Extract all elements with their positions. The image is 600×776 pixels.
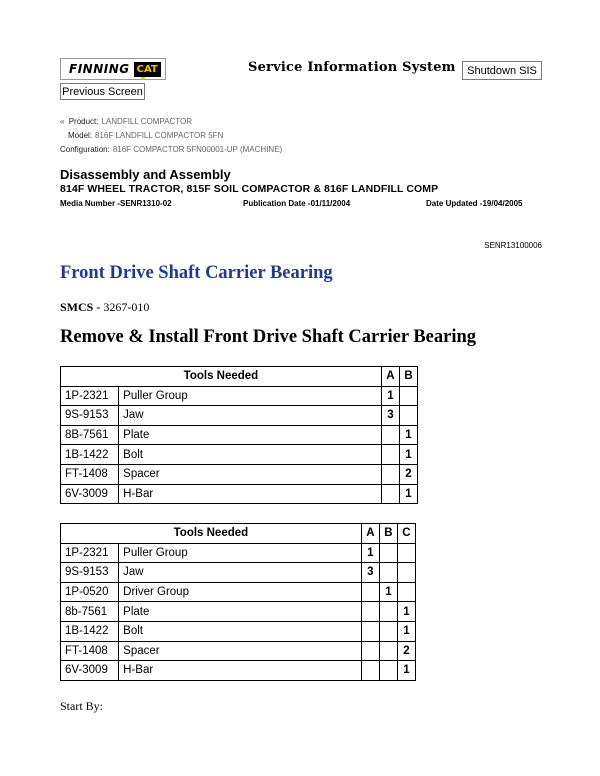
part-number: 1P-2321	[61, 543, 119, 563]
qty-a	[381, 425, 399, 445]
breadcrumb-product-key: Product:	[68, 117, 99, 126]
table-row	[61, 602, 416, 622]
table-row	[61, 641, 416, 661]
shutdown-sis-button[interactable]: Shutdown SIS	[462, 61, 542, 80]
tools-table-2	[60, 523, 416, 681]
app-title: Service Information System	[248, 60, 456, 75]
smcs-code	[60, 300, 149, 315]
document-category: Disassembly and Assembly	[60, 167, 231, 182]
qty-a	[361, 661, 379, 681]
part-description: Puller Group	[119, 386, 382, 406]
qty-c: 1	[397, 621, 415, 641]
qty-c: 2	[397, 641, 415, 661]
qty-b	[399, 386, 417, 406]
qty-b	[379, 543, 397, 563]
breadcrumb-model-value: 816F LANDFILL COMPACTOR 5FN	[95, 131, 224, 140]
qty-c: 1	[397, 602, 415, 622]
qty-b	[399, 406, 417, 426]
part-number: 1B-1422	[61, 621, 119, 641]
breadcrumb-model	[60, 129, 282, 143]
qty-b	[379, 641, 397, 661]
start-by-label: Start By:	[60, 699, 104, 713]
table-header-row	[61, 524, 416, 544]
part-description: Jaw	[119, 406, 382, 426]
part-number: 1B-1422	[61, 445, 119, 465]
table-row	[61, 582, 416, 602]
qty-b	[379, 602, 397, 622]
qty-b: 1	[399, 484, 417, 504]
part-description: H-Bar	[119, 661, 362, 681]
part-description: Spacer	[119, 464, 382, 484]
publication-date: Publication Date -01/11/2004	[243, 199, 351, 208]
smcs-label: SMCS -	[60, 300, 101, 314]
date-updated: Date Updated -19/04/2005	[426, 199, 523, 208]
part-description: Bolt	[119, 445, 382, 465]
qty-c	[397, 582, 415, 602]
table-row	[61, 445, 418, 465]
qty-a: 1	[381, 386, 399, 406]
part-number: 1P-2321	[61, 386, 119, 406]
column-b-header: B	[379, 524, 397, 544]
part-number: 1P-0520	[61, 582, 119, 602]
table-row	[61, 464, 418, 484]
column-c-header: C	[397, 524, 415, 544]
double-chevron-left-icon: «	[60, 117, 65, 126]
qty-a	[381, 445, 399, 465]
qty-a	[361, 582, 379, 602]
column-a-header: A	[361, 524, 379, 544]
part-number: 9S-9153	[61, 563, 119, 583]
column-b-header: B	[399, 367, 417, 387]
previous-screen-button[interactable]: Previous Screen	[60, 83, 145, 100]
logo-finning-text: FINNING	[69, 62, 130, 76]
part-number: FT-1408	[61, 641, 119, 661]
breadcrumb-model-key: Model:	[68, 131, 93, 140]
part-number: 6V-3009	[61, 661, 119, 681]
table-row	[61, 621, 416, 641]
table-row	[61, 543, 416, 563]
qty-b: 2	[399, 464, 417, 484]
part-description: Bolt	[119, 621, 362, 641]
breadcrumb	[60, 115, 282, 157]
qty-a: 1	[361, 543, 379, 563]
part-description: Jaw	[119, 563, 362, 583]
qty-a	[381, 484, 399, 504]
page-title: Front Drive Shaft Carrier Bearing	[60, 263, 333, 283]
part-number: 8b-7561	[61, 602, 119, 622]
tools-needed-header: Tools Needed	[61, 524, 362, 544]
part-description: H-Bar	[119, 484, 382, 504]
qty-b: 1	[399, 425, 417, 445]
table-row	[61, 563, 416, 583]
smcs-value: 3267-010	[100, 300, 150, 314]
qty-b: 1	[399, 445, 417, 465]
tools-needed-header: Tools Needed	[61, 367, 382, 387]
table-row	[61, 406, 418, 426]
part-description: Plate	[119, 602, 362, 622]
table-row	[61, 661, 416, 681]
section-title: Remove & Install Front Drive Shaft Carrier Bearing	[60, 327, 477, 347]
document-id: SENR13100006	[484, 241, 542, 250]
part-number: 6V-3009	[61, 484, 119, 504]
qty-a	[361, 621, 379, 641]
part-description: Driver Group	[119, 582, 362, 602]
breadcrumb-configuration	[60, 143, 282, 157]
qty-a	[361, 641, 379, 661]
part-description: Spacer	[119, 641, 362, 661]
qty-b: 1	[379, 582, 397, 602]
breadcrumb-product-value[interactable]: LANDFILL COMPACTOR	[101, 117, 193, 126]
media-number: Media Number -SENR1310-02	[60, 199, 172, 208]
column-a-header: A	[381, 367, 399, 387]
breadcrumb-config-value: 816F COMPACTOR 5FN00001-UP (MACHINE)	[112, 145, 283, 154]
qty-c	[397, 543, 415, 563]
breadcrumb-product[interactable]	[60, 115, 282, 129]
part-number: 8B-7561	[61, 425, 119, 445]
qty-c	[397, 563, 415, 583]
qty-b	[379, 661, 397, 681]
table-header-row	[61, 367, 418, 387]
qty-b	[379, 563, 397, 583]
table-row	[61, 484, 418, 504]
qty-a	[361, 602, 379, 622]
part-number: FT-1408	[61, 464, 119, 484]
table-row	[61, 425, 418, 445]
part-number: 9S-9153	[61, 406, 119, 426]
qty-c: 1	[397, 661, 415, 681]
qty-a: 3	[381, 406, 399, 426]
breadcrumb-config-key: Configuration:	[60, 145, 110, 154]
document-subtitle: 814F WHEEL TRACTOR, 815F SOIL COMPACTOR & 816F LANDFILL COMP	[60, 183, 439, 195]
qty-a: 3	[361, 563, 379, 583]
tools-table-1	[60, 366, 418, 504]
qty-b	[379, 621, 397, 641]
table-row	[61, 386, 418, 406]
part-description: Puller Group	[119, 543, 362, 563]
qty-a	[381, 464, 399, 484]
part-description: Plate	[119, 425, 382, 445]
logo-cat-badge: CAT	[134, 62, 161, 77]
finning-cat-logo	[60, 58, 166, 80]
